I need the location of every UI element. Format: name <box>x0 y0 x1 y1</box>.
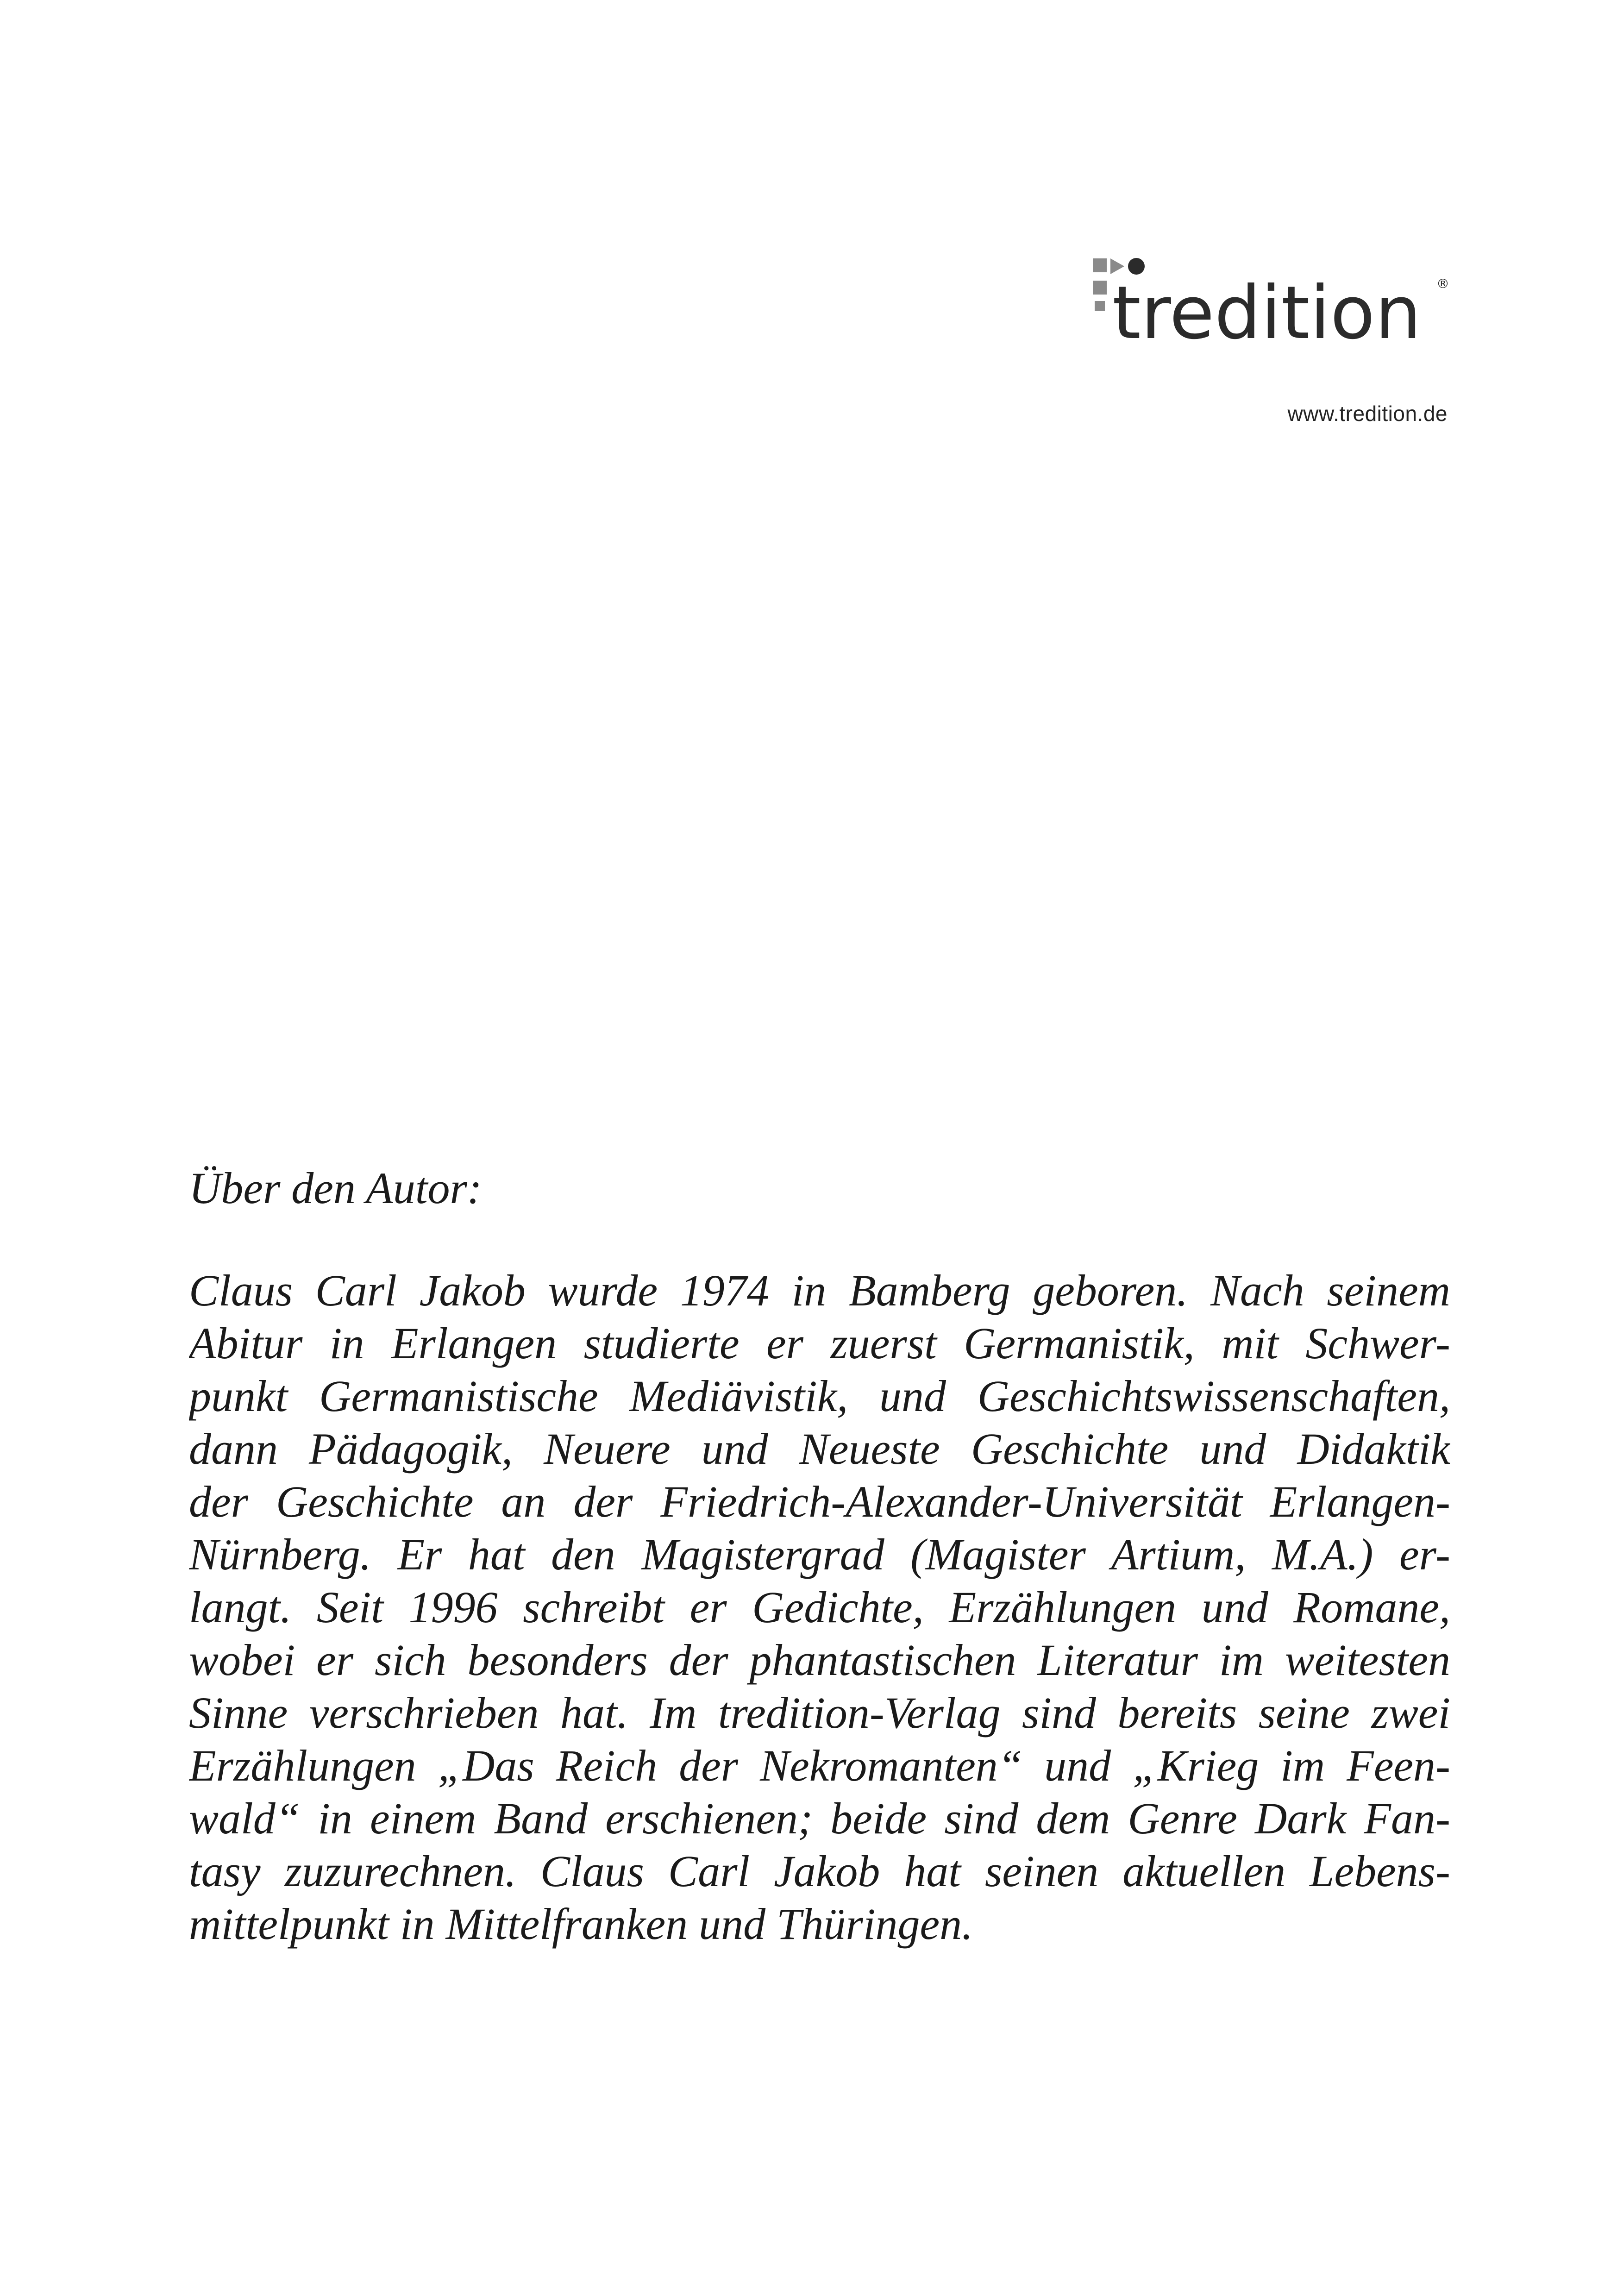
bio-line: mittelpunkt in Mittelfranken und Thüringen. <box>189 1899 973 1949</box>
bio-line: wald“ in einem Band erschienen; beide sind dem Genre Dark Fan- <box>189 1794 1450 1843</box>
bio-line: Claus Carl Jakob wurde 1974 in Bamberg geboren. Nach seinem <box>189 1266 1450 1315</box>
logo-wordmark: tredition <box>1112 270 1422 356</box>
bio-line: punkt Germanistische Mediävistik, und Geschichtswissenschaften, <box>189 1371 1450 1421</box>
bio-line: wobei er sich besonders der phantastischen Literatur im weitesten <box>189 1635 1450 1685</box>
publisher-website[interactable]: www.tredition.de <box>1287 401 1448 426</box>
bio-line: dann Pädagogik, Neuere und Neueste Geschichte und Didaktik <box>189 1424 1450 1474</box>
bio-line: tasy zuzurechnen. Claus Carl Jakob hat seinen aktuellen Lebens- <box>189 1846 1450 1896</box>
bio-line: Nürnberg. Er hat den Magistergrad (Magister Artium, M.A.) er- <box>189 1530 1450 1579</box>
bio-line: Erzählungen „Das Reich der Nekromanten“ und „Krieg im Feen- <box>189 1741 1450 1790</box>
about-author-heading: Über den Autor: <box>189 1163 482 1213</box>
bio-line: langt. Seit 1996 schreibt er Gedichte, Erzählungen und Romane, <box>189 1582 1450 1632</box>
publisher-logo <box>1079 245 1449 361</box>
bio-line: Abitur in Erlangen studierte er zuerst Germanistik, mit Schwer- <box>189 1318 1450 1368</box>
bio-line: Sinne verschrieben hat. Im tredition-Verlag sind bereits seine zwei <box>189 1688 1450 1738</box>
author-biography <box>189 1264 1450 1951</box>
bio-line: der Geschichte an der Friedrich-Alexander-Universität Erlangen- <box>189 1477 1450 1526</box>
registered-mark: ® <box>1436 276 1449 291</box>
